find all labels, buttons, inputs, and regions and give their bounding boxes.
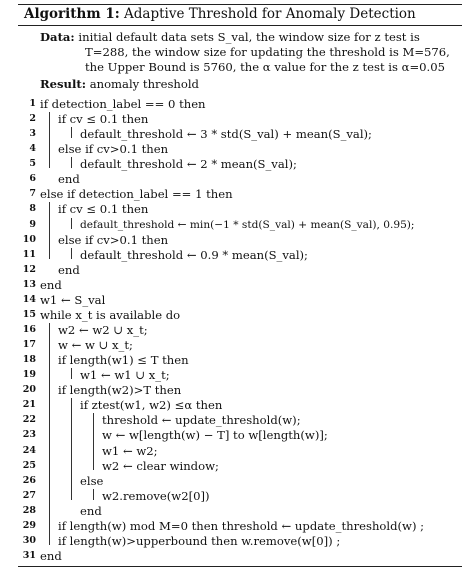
line-number: 23 (22, 429, 36, 441)
data-text-1: initial default data sets S_val, the window size for z test is (78, 30, 420, 44)
line-number: 16 (22, 324, 36, 335)
line-number: 25 (22, 459, 36, 471)
line-number: 14 (22, 293, 36, 305)
result-text: anomaly threshold (89, 77, 199, 91)
line-number: 15 (22, 308, 36, 320)
line-code: if length(w)>upperbound then w.remove(w[0]) ; (58, 533, 341, 548)
line-code: threshold ← update_threshold(w); (102, 413, 301, 428)
line-number: 31 (22, 550, 36, 561)
line-code: w1 ← w1 ∪ x_t; (80, 368, 170, 383)
line-number: 28 (22, 504, 36, 516)
line-code: else if detection_label == 1 then (40, 187, 233, 202)
line-code: default_threshold ← 0.9 * mean(S_val); (80, 247, 308, 262)
line-number: 3 (29, 128, 36, 140)
line-number: 17 (22, 339, 36, 351)
line-code: end (80, 503, 102, 518)
line-number: 27 (22, 489, 36, 501)
line-number: 1 (29, 98, 36, 109)
line-code: if length(w) mod M=0 then threshold ← update_threshold(w) ; (58, 518, 425, 533)
line-code: if cv ≤ 0.1 then (58, 112, 149, 127)
line-code: end (40, 549, 62, 563)
line-number: 26 (22, 474, 36, 486)
line-number: 8 (29, 203, 36, 215)
line-code: if cv ≤ 0.1 then (58, 202, 149, 217)
caption-title: Adaptive Threshold for Anomaly Detection (124, 6, 416, 22)
line-number: 24 (22, 444, 36, 456)
data-text-2: T=288, the window size for updating the threshold is M=576, (85, 45, 450, 59)
line-number: 18 (22, 354, 36, 366)
line-number: 7 (29, 188, 36, 200)
line-number: 19 (22, 369, 36, 381)
line-code: default_threshold ← min(−1 * std(S_val) + mean(S_val), 0.95); (80, 218, 415, 231)
algorithm-tail (18, 4, 462, 570)
line-number: 29 (22, 519, 36, 531)
line-code: if ztest(w1, w2) ≤α then (80, 398, 223, 413)
line-number: 4 (29, 143, 36, 155)
line-number: 12 (22, 263, 36, 275)
line-number: 20 (22, 384, 36, 396)
data-label: Data: (40, 30, 75, 44)
line-code: else if cv>0.1 then (58, 232, 169, 247)
line-number: 11 (22, 248, 36, 260)
line-code: end (58, 172, 80, 187)
line-code: default_threshold ← 3 * std(S_val) + mean(S_val); (80, 127, 372, 142)
line-code: else (80, 473, 104, 488)
line-code: end (40, 277, 62, 292)
line-number: 10 (22, 233, 36, 245)
line-code: w2.remove(w2[0]) (102, 488, 210, 503)
line-number: 2 (29, 113, 36, 125)
line-code: default_threshold ← 2 * mean(S_val); (80, 157, 297, 172)
result-label: Result: (40, 77, 87, 91)
line-code: if detection_label == 0 then (40, 97, 206, 111)
line-number: 13 (22, 278, 36, 290)
line-code: end (58, 262, 80, 277)
line-number: 5 (29, 158, 36, 170)
line-code: w1 ← w2; (102, 443, 158, 458)
line-code: else if cv>0.1 then (58, 142, 169, 157)
line-code: w ← w[length(w) − T] to w[length(w)]; (102, 428, 328, 443)
line-number: 6 (29, 173, 36, 185)
data-text-3: the Upper Bound is 5760, the α value for the z test is α=0.05 (85, 60, 445, 74)
line-number: 9 (29, 218, 36, 230)
line-number: 22 (22, 414, 36, 426)
line-code: w1 ← S_val (40, 292, 106, 307)
line-code: if length(w1) ≤ T then (58, 353, 189, 368)
line-code: w ← w ∪ x_t; (58, 338, 133, 353)
line-number: 21 (22, 399, 36, 411)
line-code: while x_t is available do (40, 307, 181, 322)
line-code: w2 ← w2 ∪ x_t; (58, 323, 148, 337)
line-code: w2 ← clear window; (102, 458, 219, 473)
line-code: if length(w2)>T then (58, 383, 182, 398)
line-number: 30 (22, 534, 36, 546)
caption-label: Algorithm 1: (24, 6, 120, 22)
